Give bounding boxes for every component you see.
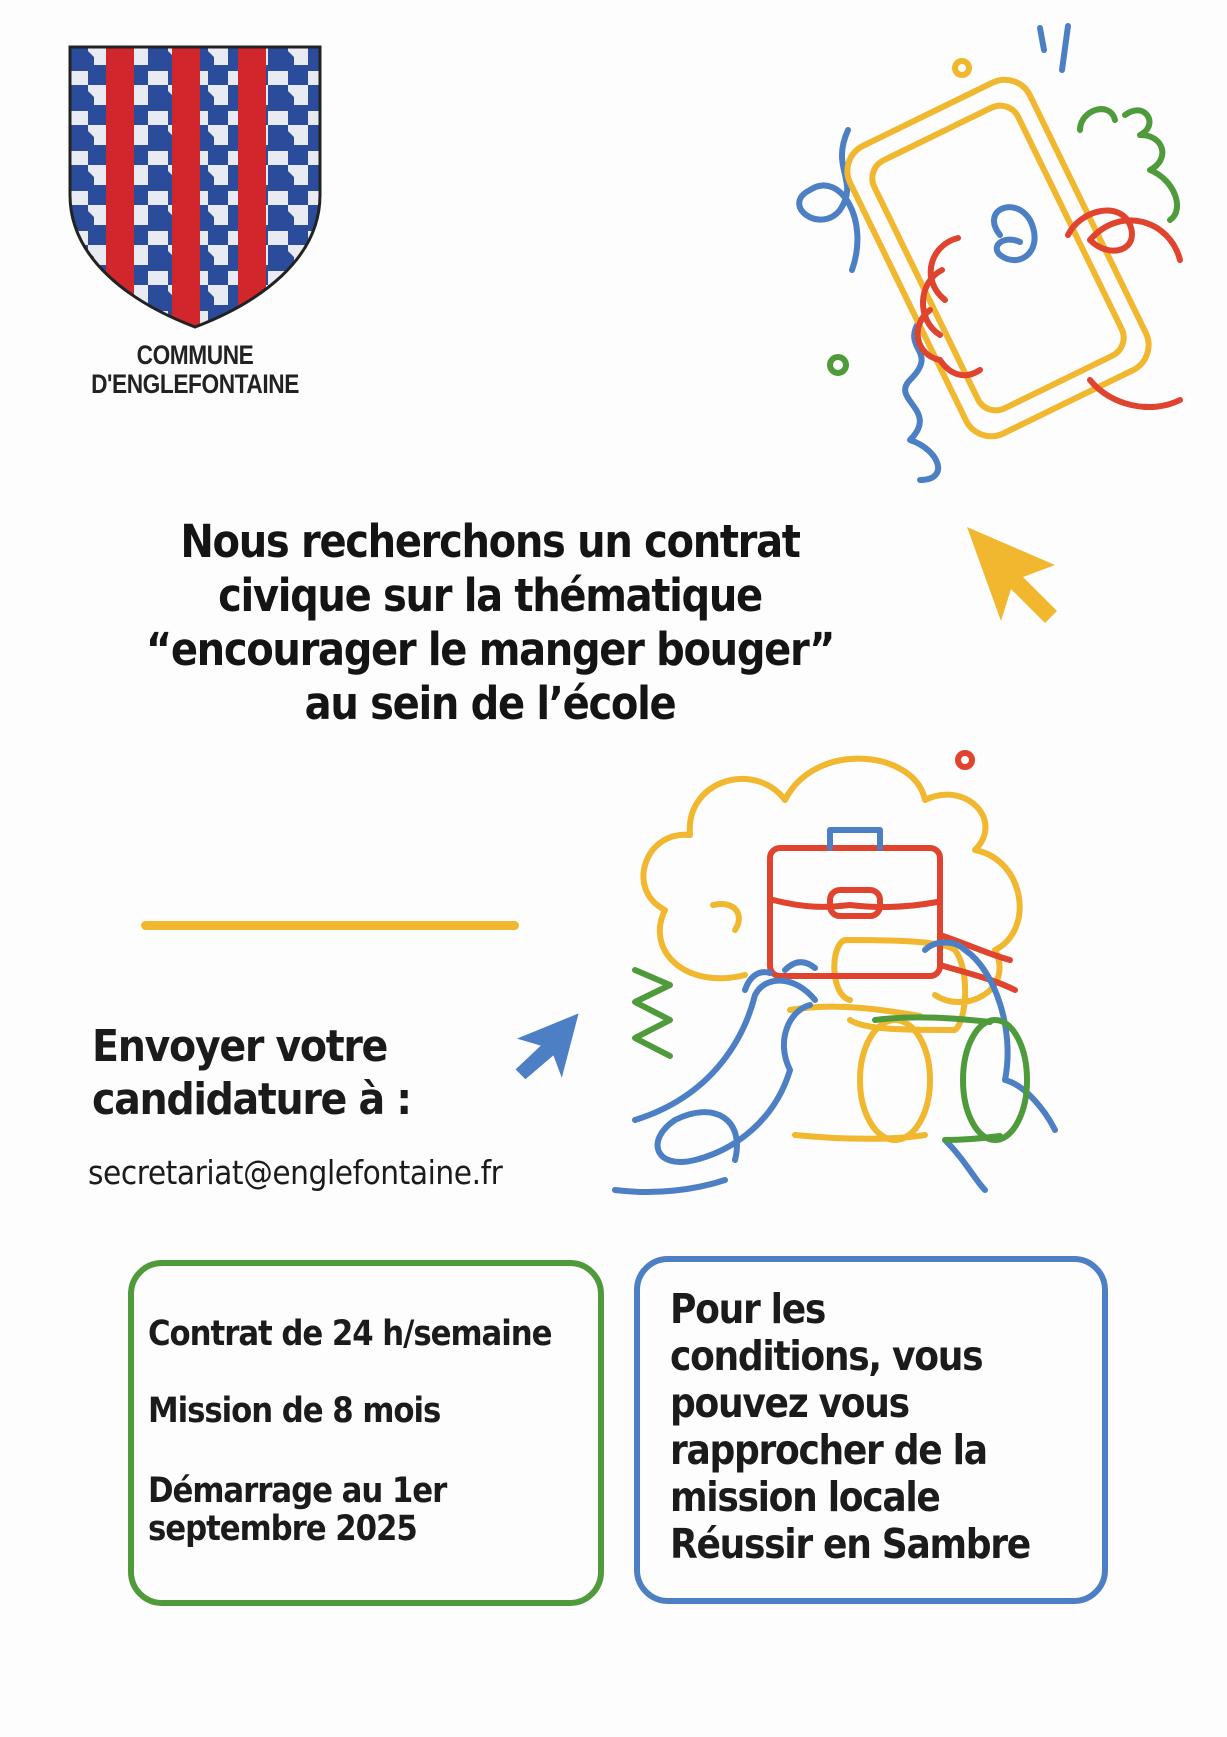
application-line-2: candidature à : [92,1074,411,1125]
conditions-line-1: Pour les [670,1285,826,1333]
cursor-arrow-icon [965,525,1065,625]
conditions-line-6: Réussir en Sambre [670,1520,1030,1568]
headline-line-1: Nous recherchons un contrat [180,515,800,568]
contact-email[interactable]: secretariat@englefontaine.fr [88,1153,503,1192]
divider-line [141,921,519,930]
conditions-line-2: conditions, vous [670,1332,983,1380]
headline [107,515,872,731]
headline-line-3: “encourager le manger bouger” [145,623,835,676]
headline-line-4: au sein de l’école [304,677,676,730]
conditions-line-4: rapprocher de la [670,1426,987,1474]
conditions-box [634,1256,1108,1604]
contract-hours: Contrat de 24 h/semaine [148,1314,552,1354]
conditions-line-5: mission locale [670,1473,940,1521]
contract-details-box [128,1260,604,1606]
application-heading [92,1020,524,1126]
commune-line-1: COMMUNE [136,340,254,370]
application-line-1: Envoyer votre [92,1021,388,1072]
start-date-line-1: Démarrage au 1er [148,1471,447,1511]
conditions-text [670,1286,1040,1568]
mission-duration: Mission de 8 mois [148,1391,441,1431]
commune-line-2: D'ENGLEFONTAINE [91,369,299,399]
smartphone-hand-illustration [790,20,1210,500]
coat-of-arms-logo [68,45,322,329]
briefcase-dream-illustration [595,740,1115,1220]
conditions-line-3: pouvez vous [670,1379,909,1427]
start-date-line-2: septembre 2025 [148,1509,417,1549]
commune-name [73,341,317,399]
headline-line-2: civique sur la thématique [218,569,762,622]
